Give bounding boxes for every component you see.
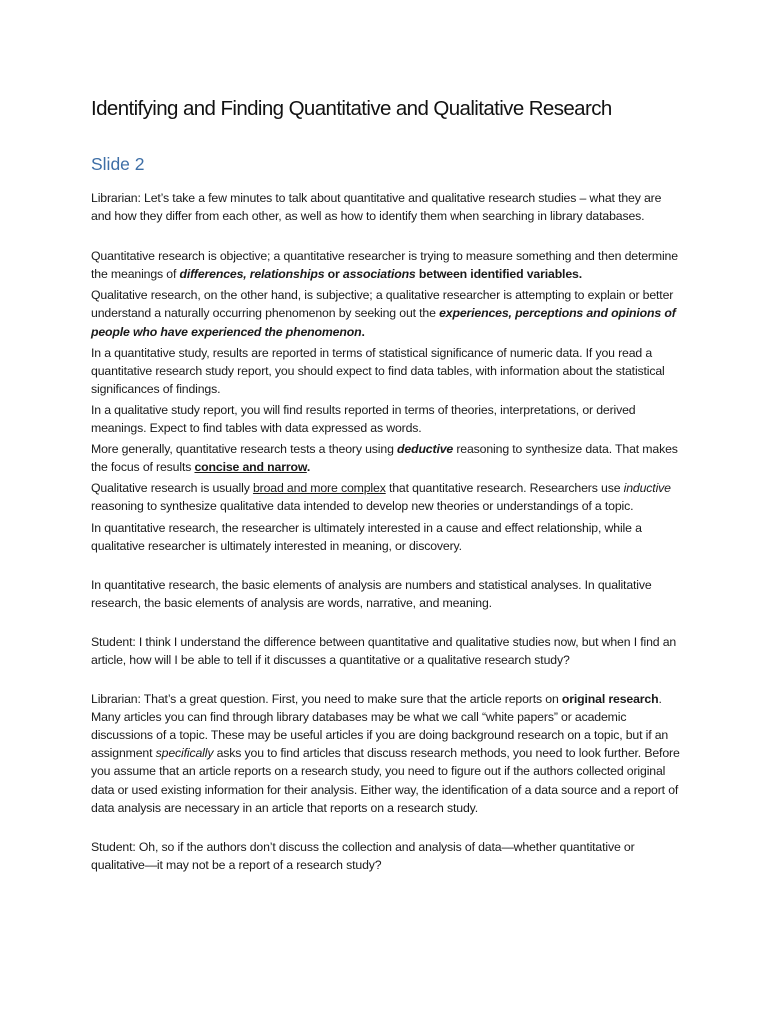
text-run: that quantitative research. Researchers use [385, 481, 624, 496]
text-run: Qualitative research, on the other hand, is subjective; a qualitative researcher is attempting to explain or better understand a naturally occurring phenomenon by seeking out the [91, 288, 674, 321]
paragraph-student-question: Student: I think I understand the difference between quantitative and qualitative studies now, but when I find an article, how will I be able to tell if it discusses a quantitative or a qualitative research study? [91, 634, 677, 667]
slide-heading: Slide 2 [91, 154, 145, 174]
text-run: asks you to find articles that discuss research methods, you need to look further. Before you assume that an article reports on a research study, you need to figure out if the authors collected original data or used existing information for their analysis. Either way, the identification of a data source and a report of data analysis are necessary in an article that reports on a research study. [91, 746, 680, 815]
emphasis-experiences: experiences, perceptions and opinions of people who have experienced the phenomenon [91, 306, 676, 339]
emphasis-or: or [324, 267, 343, 282]
text-run: . Many articles you can find through library databases may be what we call “white papers” or academic discussions of a topic. These may be useful articles if you are doing background research on a topic, but if an assignment [91, 692, 669, 761]
document-page [91, 96, 683, 874]
text-run: More generally, quantitative research tests a theory using [91, 442, 398, 457]
text-run: reasoning to synthesize data. That makes the focus of results [91, 442, 678, 475]
emphasis-deductive: deductive [397, 442, 454, 457]
emphasis-specifically: specifically [155, 746, 214, 761]
paragraph-deductive [91, 440, 683, 476]
paragraph-quantitative-objective [91, 247, 683, 283]
paragraph-basic-elements: In quantitative research, the basic elements of analysis are numbers and statistical analyses. In qualitative research, the basic elements of analysis are words, narrative, and meaning. [91, 577, 652, 610]
emphasis-differences-relationships: differences, relationships [179, 267, 325, 282]
paragraph-student-followup: Student: Oh, so if the authors don’t discuss the collection and analysis of data—whether quantitative or qualitative—it may not be a report of a research study? [91, 839, 635, 872]
paragraph-quantitative-results: In a quantitative study, results are reported in terms of statistical significance of numeric data. If you read a quantitative research study report, you should expect to find data tables, with information about the statistical significances of findings. [91, 345, 665, 396]
emphasis-inductive: inductive [623, 481, 671, 496]
paragraph-qualitative-subjective [91, 286, 683, 340]
paragraph-qualitative-results: In a qualitative study report, you will find results reported in terms of theories, interpretations, or derived meanings. Expect to find tables with data expressed as words. [91, 402, 636, 436]
paragraph-librarian-intro: Librarian: Let’s take a few minutes to talk about quantitative and qualitative research studies – what they are and how they differ from each other, as well as how to identify them when searching in library databases. [91, 191, 662, 224]
emphasis-associations: associations [342, 267, 416, 282]
text-run: . [361, 324, 365, 339]
text-run: . [306, 460, 311, 475]
emphasis-original-research: original research [561, 692, 659, 707]
paragraph-inductive [91, 479, 683, 515]
emphasis-broad-complex: broad and more complex [252, 481, 386, 496]
emphasis-variables: between identified variables. [415, 267, 582, 282]
emphasis-concise-narrow: concise and narrow [194, 460, 307, 475]
text-run: reasoning to synthesize qualitative data intended to develop new theories or understandings of a topic. [91, 499, 634, 514]
document-title: Identifying and Finding Quantitative and Qualitative Research [91, 97, 612, 120]
paragraph-librarian-answer [91, 690, 683, 817]
text-run: Quantitative research is objective; a quantitative researcher is trying to measure something and then determine the meanings of [91, 249, 678, 282]
text-run: Librarian: That’s a great question. First, you need to make sure that the article reports on [91, 692, 562, 707]
text-run: Qualitative research is usually [91, 481, 253, 496]
paragraph-cause-effect: In quantitative research, the researcher is ultimately interested in a cause and effect relationship, while a qualitative researcher is ultimately interested in meaning, or discovery. [91, 520, 642, 553]
